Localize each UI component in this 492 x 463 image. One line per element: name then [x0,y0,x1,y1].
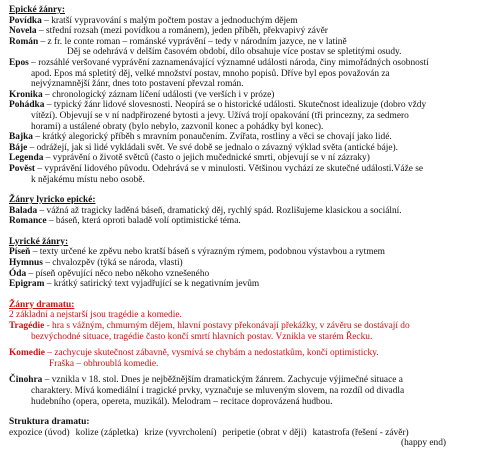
genre-epos-line-3: nejvýznamnější žánr, dnes toto postavení převzal román. [31,79,244,90]
genre-kronika: Kronika – chronologický záznam líčení události (ve verších i v próze) [9,89,275,100]
genre-tragedie-line-2: bezvýchodné situace, tragédie často končí smrtí hlavních postav. Vznikla ve starém Řecku. [31,331,373,342]
section-heading-epic: Epické žánry: [9,5,65,15]
structure-happy-end: (happy end) [401,438,447,449]
genre-legenda: Legenda – vyprávění o životě světců (často o jejich mučednické smrti, objevují se v ní zázraky) [9,153,370,164]
section-heading-drama: Žánry dramatu: [9,299,75,310]
section-heading-lyric-epic: Žánry lyricko epické: [9,195,96,206]
genre-bajka: Bajka – krátký alegorický příběh s mravním ponaučením. Zvířata, rostliny a věci se chovají jako lidé. [9,132,392,143]
genre-romance: Romance – báseň, která oproti baladě volí optimistické téma. [9,216,241,227]
genre-tragedie: Tragédie - hra s vážným, chmurným dějem, hlavní postavy překonávají překážky, v závěru se dostávají do [9,321,410,332]
document-page [9,5,487,449]
genre-pohadka: Pohádka – typický žánr lidové slovesnosti. Neopírá se o historické události. Skutečnost idealizuje (dobro vždy [9,100,427,111]
genre-komedie: Komedie – zachycuje skutečnost zábavně, vysmívá se chybám a nedostatkům, končí optimisticky. [9,348,379,359]
genre-baje: Báje – odrážejí, jak si lidé vykládali svět. Ve své době se jednalo o závazný výklad světa (antické báje). [9,142,399,153]
genre-cinohra-line-3: hudebního (opera, opereta, muzikál). Melodram – recitace doprovázená hudbou. [31,396,333,407]
genre-hymnus: Hymnus – chvalozpěv (týká se národa, vlasti) [9,258,183,269]
genre-fraska: Fraška – obhroublá komedie. [49,358,159,369]
genre-povidka: Povídka – kratší vypravování s malým počtem postav a jednoduchým dějem [9,15,298,26]
genre-epos-line-2: apod. Epos má spletitý děj, velké množství postav, mnoho popisů. Dříve byl epos považován za [31,68,390,79]
genre-epigram: Epigram – krátký satirický text vyjadřující se k negativním jevům [9,279,260,290]
genre-cinohra: Činohra – vznikla v 18. stol. Dnes je nejběžnějším dramatickým žánrem. Zachycuje výjimečné situace a [9,375,403,386]
genre-cinohra-line-2: charaktery. Mívá komediální i tragické prvky, vyznačuje se mluveným slovem, na rozdíl od divadla [31,386,405,396]
structure-part: peripetie (obrat v ději) [222,427,307,438]
genre-oda: Óda – píseň opěvující něco nebo někoho vznešeného [9,268,210,279]
genre-roman: Román – z fr. le conte roman – románské vyprávění – tedy v národním jazyce, ne v latině [9,36,347,47]
section-heading-structure: Struktura dramatu: [9,417,90,428]
genre-povest-line-2: k nějakému místu nebo osobě. [31,174,145,185]
drama-intro: 2 základní a nejstarší jsou tragédie a komedie. [9,310,182,321]
structure-parts [9,428,487,439]
structure-part: expozice (úvod) [9,427,70,438]
genre-pisen: Píseň – texty určené ke zpěvu nebo kratší báseň s výrazným rýmem, podobnou výstavbou a rytmem [9,247,385,258]
genre-novela: Novela – střední rozsah (mezi povídkou a románem), jeden příběh, překvapivý závěr [9,26,328,37]
genre-povest: Pověst – vyprávění lidového původu. Odehrává se v minulosti. Většinou vychází ze skutečné události.Váže se [9,163,424,174]
genre-epos: Epos – rozsáhlé veršované vyprávění zaznamenávající významné události národa, činy mimořádných osobností [9,57,429,68]
genre-pohadka-line-3: horami) a ustálené obraty (bylo nebylo, zazvonil konec a pohádky byl konec). [31,121,324,132]
structure-part: katastrofa (řešení - závěr) [312,427,409,438]
section-heading-lyric: Lyrické žánry: [9,236,69,247]
genre-roman-continuation: Děj se odehrává v delším časovém období, dílo obsahuje více postav se spletitými osudy. [67,47,402,58]
structure-part: krize (vyvrcholení) [144,427,217,438]
genre-balada: Balada – vážná až tragicky laděná báseň, dramatický děj, rychlý spád. Rozlišujeme klasickou a sociální. [9,205,402,216]
structure-part: kolize (zápletka) [75,427,139,438]
genre-pohadka-line-2: vítězí). Objevují se v ní nadpřirozené bytosti a jevy. Užívá trojí opakování (tři princezny, za sedmero [31,110,409,121]
